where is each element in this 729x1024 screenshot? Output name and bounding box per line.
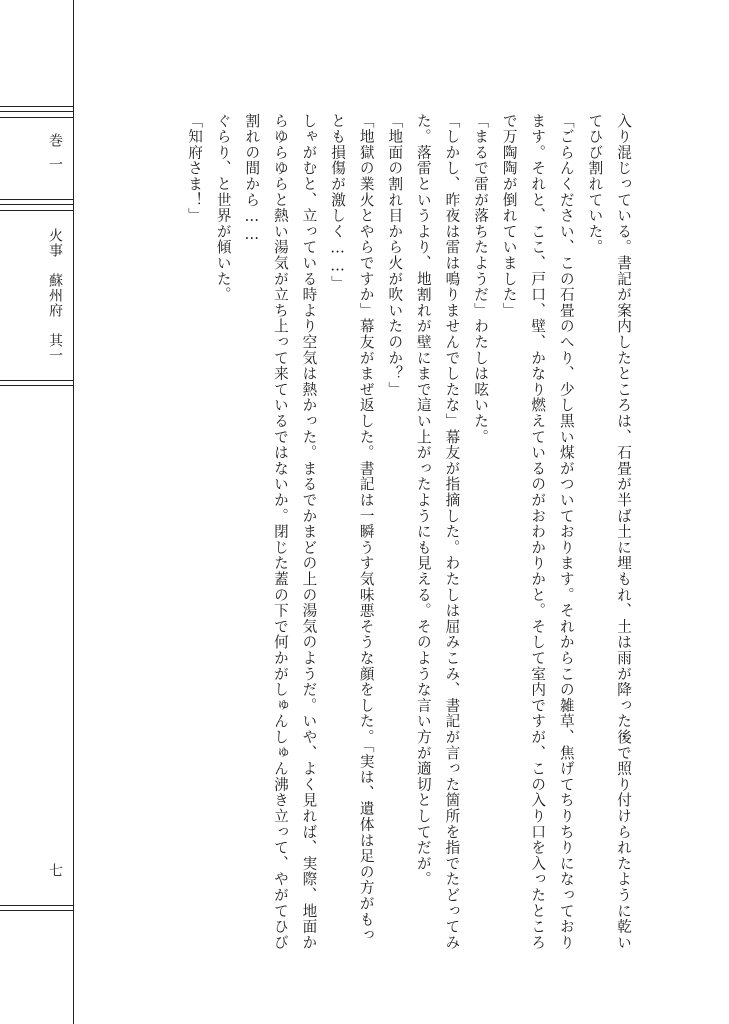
margin-vertical-rule [73, 0, 74, 1024]
paragraph: 「まるで雷が落ちたようだ」わたしは呟いた。 [472, 113, 490, 445]
paragraph: ぐらり、と世界が傾いた。 [214, 113, 232, 303]
volume-label: 巻一 [47, 133, 63, 181]
margin-rule [0, 380, 74, 381]
margin-rule [0, 910, 74, 911]
margin-rule [0, 210, 74, 211]
paragraph: 入り混じっている。書記が案内したところは、石畳が半ば土に埋もれ、土は雨が降った後で照り付けられたように乾いてひび割れていた。 [586, 113, 632, 951]
margin-rule [0, 117, 74, 118]
paragraph: 「ごらんください、この石畳のへり、少し黒い煤がついております。それからこの雑草、焦げてちりちりになっております。それと、ここ、戸口、壁、かなり燃えているのがおわかりかと。そして室内ですが、この入り口を入ったところで万陶陶が倒れていました」 [500, 113, 575, 951]
margin-rule [0, 385, 74, 386]
paragraph: 「地獄の業火とやらですか」幕友がまぜ返した。書記は一瞬うす気味悪そうな顔をした。「実は、遺体は足の方がもっとも損傷が激しく……」 [329, 113, 375, 944]
body-text [122, 113, 637, 953]
chapter-title: 火事 蘇州府 其一 [47, 228, 63, 363]
paragraph: 「しかし、昨夜は雷は鳴りませんでしたな」幕友が指摘した。わたしは屈みこみ、書記が言った箇所を指でたどってみた。落雷というより、地割れが壁にまで這い上がったようにも見える。そのような言い方が適切としてだが。 [414, 113, 461, 951]
margin-rule [0, 111, 74, 112]
margin-rule [0, 199, 74, 200]
margin-rule [0, 106, 74, 107]
paragraph: 「地面の割れ目から火が吹いたのか？」 [386, 113, 404, 398]
margin-rule [0, 905, 74, 906]
page-margin-column [0, 0, 74, 1024]
page-number: 七 [47, 863, 63, 877]
paragraph: しゃがむと、立っている時より空気は熱かった。まるでかまどの上の湯気のようだ。いや、よく見れば、実際、地面からゆらゆらと熱い湯気が立ち上って来ているではないか。閉じた蓋の下で何かがしゅんしゅん沸き立って、やがてひび割れの間から…… [243, 113, 318, 951]
paragraph: 「知府さま！」 [186, 113, 204, 224]
margin-rule [0, 204, 74, 205]
